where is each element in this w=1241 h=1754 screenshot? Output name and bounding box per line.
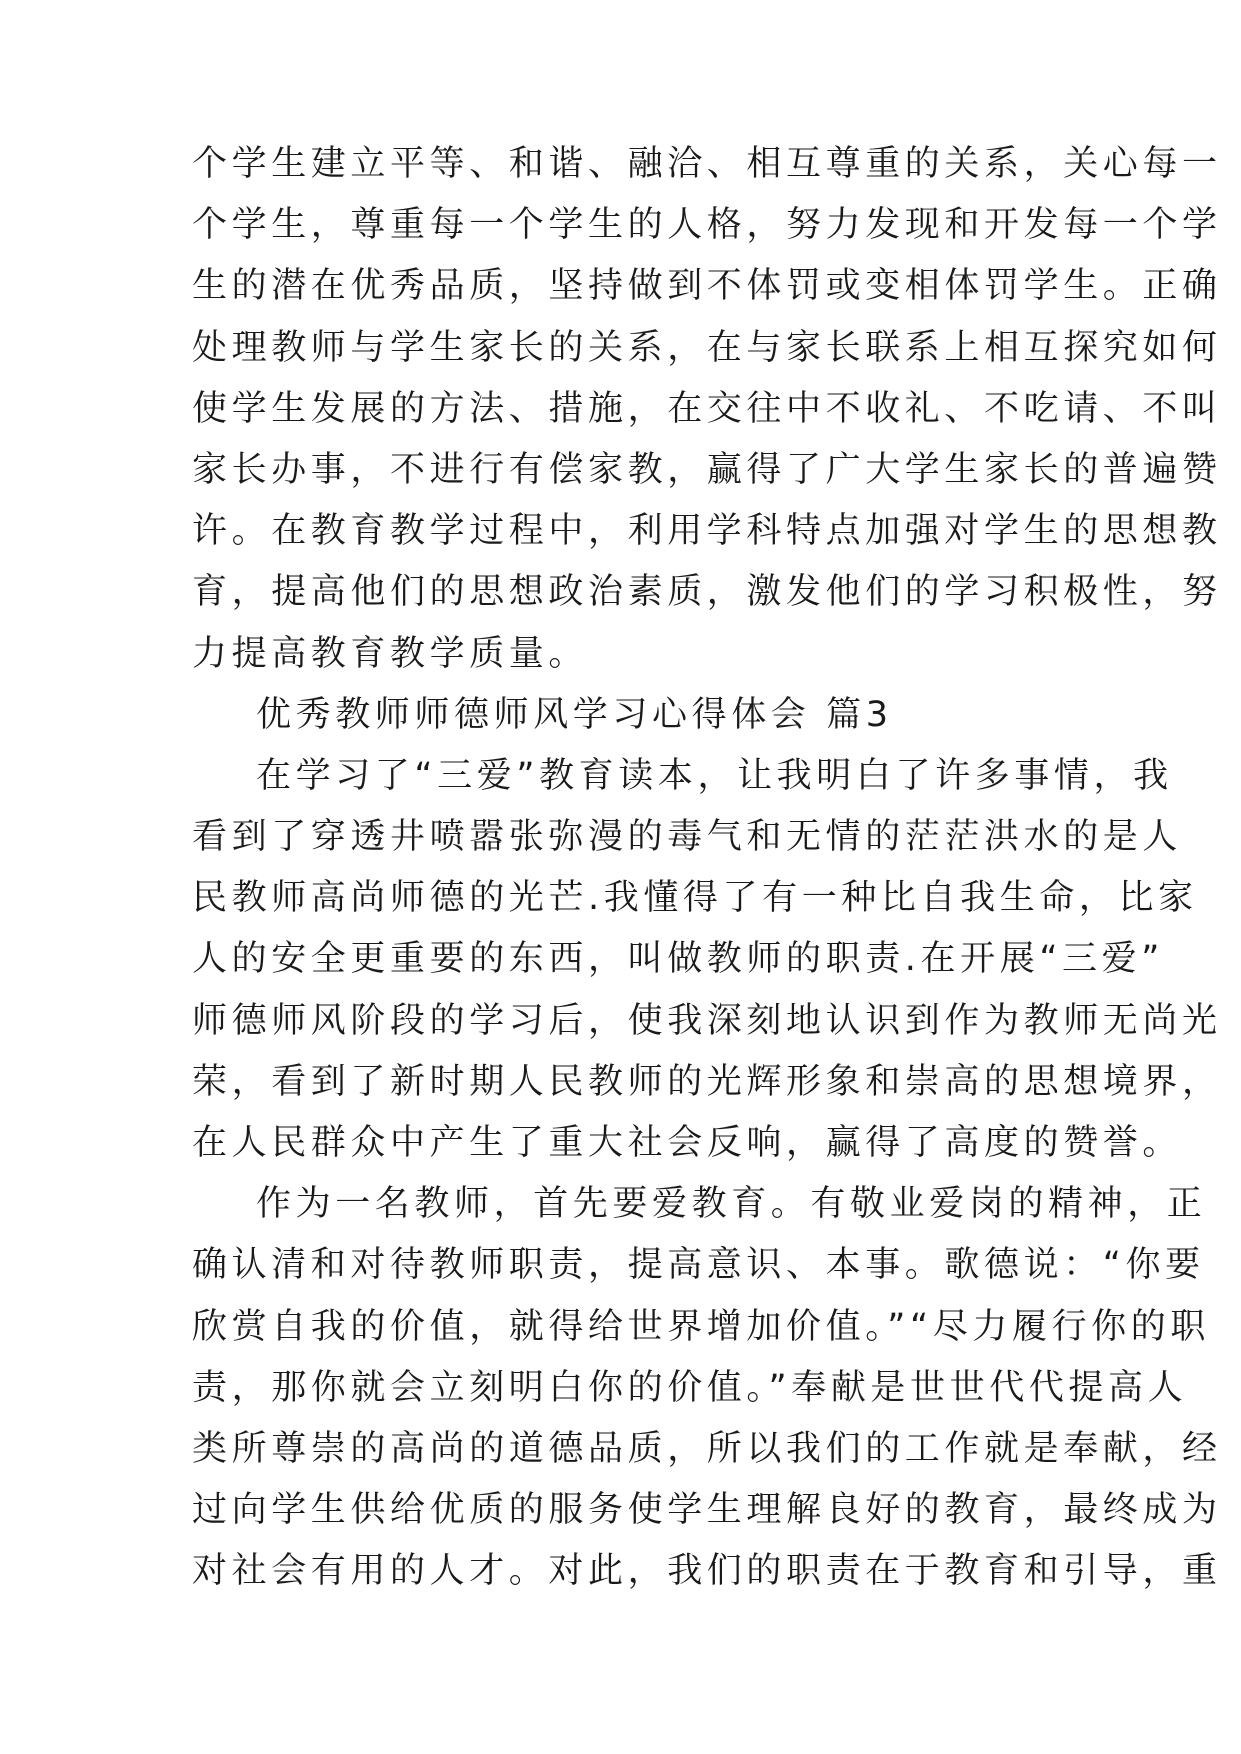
text-line: 确认清和对待教师职责，提高意识、本事。歌德说：“你要: [192, 1245, 1205, 1286]
text-line: 生的潜在优秀品质，坚持做到不体罚或变相体罚学生。正确: [192, 266, 1222, 307]
text-line: 过向学生供给优质的服务使学生理解良好的教育，最终成为: [192, 1490, 1222, 1531]
section-heading: 优秀教师师德师风学习心得体会 篇3: [256, 694, 893, 735]
text-line: 家长办事，不进行有偿家教，赢得了广大学生家长的普遍赞: [192, 449, 1222, 490]
text-line: 在学习了“三爱”教育读本，让我明白了许多事情，我: [256, 755, 1173, 796]
text-line: 育，提高他们的思想政治素质，激发他们的学习积极性，努: [192, 572, 1222, 613]
document-body: [192, 134, 1222, 1603]
text-line: 荣，看到了新时期人民教师的光辉形象和崇高的思想境界，: [192, 1061, 1222, 1102]
text-line: 师德师风阶段的学习后，使我深刻地认识到作为教师无尚光: [192, 1000, 1222, 1041]
paragraph-2: [192, 746, 1222, 1174]
paragraph-1: [192, 134, 1222, 685]
text-line: 作为一名教师，首先要爱教育。有敬业爱岗的精神，正: [256, 1184, 1207, 1225]
text-line: 个学生，尊重每一个学生的人格，努力发现和开发每一个学: [192, 205, 1222, 246]
text-line: 人的安全更重要的东西，叫做教师的职责.在开展“三爱”: [192, 939, 1164, 980]
text-line: 欣赏自我的价值，就得给世界增加价值。”“尽力履行你的职: [192, 1306, 1210, 1347]
text-line: 对社会有用的人才。对此，我们的职责在于教育和引导，重: [192, 1551, 1222, 1592]
text-line: 力提高教育教学质量。: [192, 633, 589, 674]
text-line: 使学生发展的方法、措施，在交往中不收礼、不吃请、不叫: [192, 388, 1222, 429]
text-line: 处理教师与学生家长的关系，在与家长联系上相互探究如何: [192, 327, 1222, 368]
text-line: 看到了穿透井喷嚣张弥漫的毒气和无情的茫茫洪水的是人: [192, 817, 1183, 858]
text-line: 责，那你就会立刻明白你的价值。”奉献是世世代代提高人: [192, 1367, 1188, 1408]
paragraph-3: [192, 1174, 1222, 1602]
text-line: 个学生建立平等、和谐、融洽、相互尊重的关系，关心每一: [192, 144, 1222, 184]
text-line: 许。在教育教学过程中，利用学科特点加强对学生的思想教: [192, 511, 1222, 552]
text-line: 类所尊崇的高尚的道德品质，所以我们的工作就是奉献，经: [192, 1428, 1222, 1469]
text-line: 在人民群众中产生了重大社会反响，赢得了高度的赞誉。: [192, 1123, 1183, 1163]
text-line: 民教师高尚师德的光芒.我懂得了有一种比自我生命，比家: [192, 878, 1198, 919]
